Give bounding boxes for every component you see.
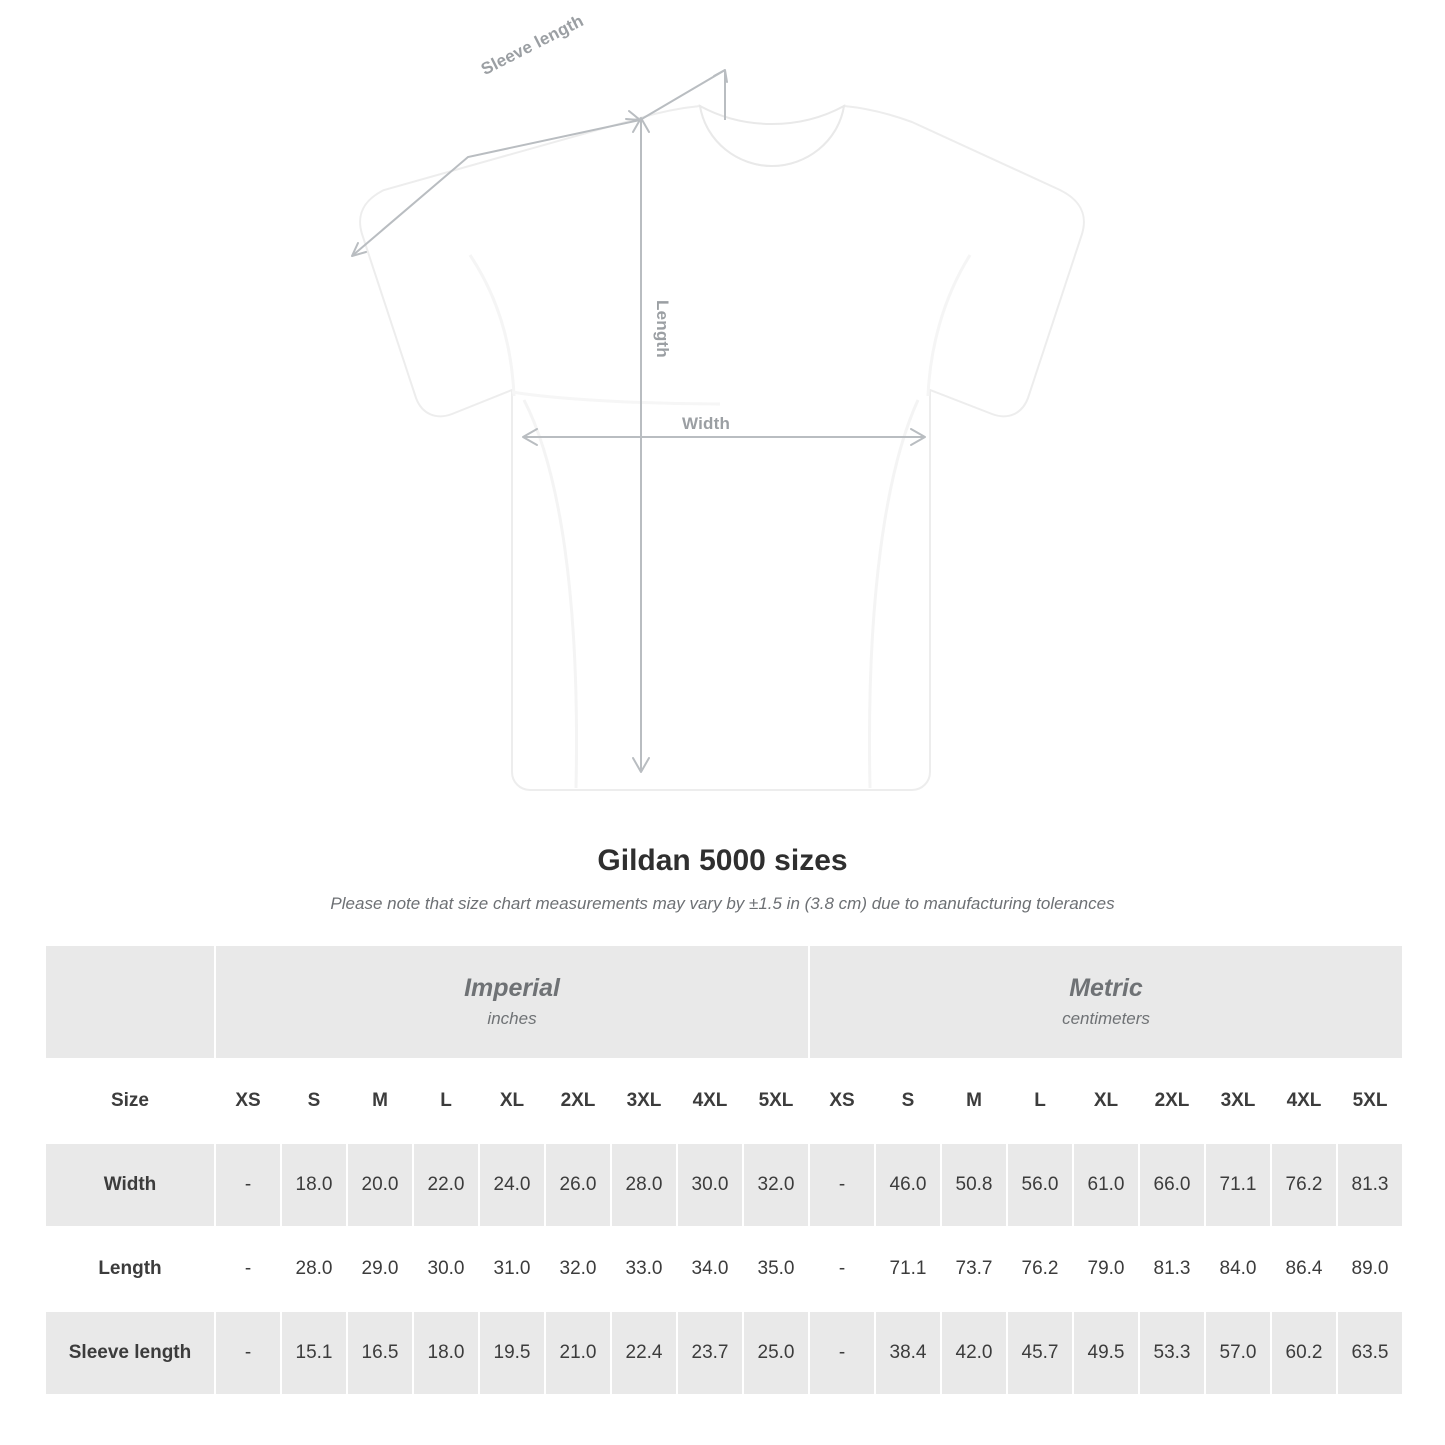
measurement-cell: 50.8 <box>941 1143 1007 1227</box>
size-header-cell: 2XL <box>1139 1059 1205 1143</box>
unit-group-header-metric <box>809 945 1403 1059</box>
measurement-cell: 71.1 <box>1205 1143 1271 1227</box>
measurement-cell: 42.0 <box>941 1311 1007 1395</box>
unit-group-subtitle: inches <box>487 1009 537 1029</box>
size-header-cell: 4XL <box>1271 1059 1337 1143</box>
size-header-cell: 5XL <box>1337 1059 1403 1143</box>
length-label: Length <box>653 300 672 358</box>
measurement-cell: 63.5 <box>1337 1311 1403 1395</box>
measurement-cell: 25.0 <box>743 1311 809 1395</box>
measurement-cell: 57.0 <box>1205 1311 1271 1395</box>
measurement-cell: 18.0 <box>281 1143 347 1227</box>
unit-group-name: Metric <box>1069 973 1143 1002</box>
measurement-cell: 60.2 <box>1271 1311 1337 1395</box>
measurement-cell: 28.0 <box>281 1227 347 1311</box>
size-header-cell: L <box>1007 1059 1073 1143</box>
unit-header-row <box>45 945 1403 1059</box>
measurement-cell: 20.0 <box>347 1143 413 1227</box>
measurement-cell: 56.0 <box>1007 1143 1073 1227</box>
tolerance-note: Please note that size chart measurements may vary by ±1.5 in (3.8 cm) due to manufacturing tolerances <box>330 894 1115 913</box>
measurement-cell: - <box>215 1143 281 1227</box>
measurement-cell: 18.0 <box>413 1311 479 1395</box>
sleeve-length-label: Sleeve length <box>478 11 587 79</box>
measurement-cell: 28.0 <box>611 1143 677 1227</box>
page-title: Gildan 5000 sizes <box>597 844 848 877</box>
size-header-cell: 5XL <box>743 1059 809 1143</box>
width-label: Width <box>682 414 731 433</box>
size-header-cell: XS <box>809 1059 875 1143</box>
measurement-cell: 66.0 <box>1139 1143 1205 1227</box>
row-label: Sleeve length <box>45 1311 215 1395</box>
measurement-cell: 31.0 <box>479 1227 545 1311</box>
size-header-cell: 4XL <box>677 1059 743 1143</box>
size-header-cell: S <box>875 1059 941 1143</box>
size-header-cell: 3XL <box>1205 1059 1271 1143</box>
size-chart-table <box>44 944 1404 1396</box>
size-chart-table-wrap <box>44 944 1401 1396</box>
size-header-cell: XL <box>479 1059 545 1143</box>
measurement-cell: 19.5 <box>479 1311 545 1395</box>
unit-group-header-imperial <box>215 945 809 1059</box>
chart-title-block <box>0 844 1445 914</box>
size-header-row <box>45 1059 1403 1143</box>
size-header-cell: L <box>413 1059 479 1143</box>
measurement-cell: 30.0 <box>413 1227 479 1311</box>
size-header-cell: XL <box>1073 1059 1139 1143</box>
table-row <box>45 1311 1403 1395</box>
measurement-cell: 49.5 <box>1073 1311 1139 1395</box>
measurement-cell: 33.0 <box>611 1227 677 1311</box>
size-header-label: Size <box>45 1059 215 1143</box>
measurement-cell: 22.0 <box>413 1143 479 1227</box>
measurement-cell: 21.0 <box>545 1311 611 1395</box>
measurement-cell: 81.3 <box>1139 1227 1205 1311</box>
size-header-cell: M <box>941 1059 1007 1143</box>
measurement-cell: 15.1 <box>281 1311 347 1395</box>
unit-group-subtitle: centimeters <box>1062 1009 1150 1029</box>
measurement-cell: - <box>809 1311 875 1395</box>
size-header-cell: XS <box>215 1059 281 1143</box>
measurement-cell: 34.0 <box>677 1227 743 1311</box>
row-label: Length <box>45 1227 215 1311</box>
measurement-cell: - <box>215 1227 281 1311</box>
measurement-cell: - <box>215 1311 281 1395</box>
table-row <box>45 1227 1403 1311</box>
measurement-cell: 76.2 <box>1271 1143 1337 1227</box>
measurement-cell: 16.5 <box>347 1311 413 1395</box>
measurement-cell: 79.0 <box>1073 1227 1139 1311</box>
unit-group-name: Imperial <box>464 973 560 1002</box>
measurement-cell: - <box>809 1143 875 1227</box>
measurement-cell: 61.0 <box>1073 1143 1139 1227</box>
measurement-cell: 45.7 <box>1007 1311 1073 1395</box>
size-header-cell: 3XL <box>611 1059 677 1143</box>
measurement-cell: 84.0 <box>1205 1227 1271 1311</box>
measurement-cell: 38.4 <box>875 1311 941 1395</box>
size-header-cell: 2XL <box>545 1059 611 1143</box>
measurement-cell: 46.0 <box>875 1143 941 1227</box>
measurement-cell: 30.0 <box>677 1143 743 1227</box>
measurement-cell: 32.0 <box>743 1143 809 1227</box>
measurement-cell: 76.2 <box>1007 1227 1073 1311</box>
measurement-cell: 24.0 <box>479 1143 545 1227</box>
measurement-cell: - <box>809 1227 875 1311</box>
size-header-cell: S <box>281 1059 347 1143</box>
tshirt-shape <box>360 106 1084 790</box>
measurement-cell: 81.3 <box>1337 1143 1403 1227</box>
size-header-cell: M <box>347 1059 413 1143</box>
row-label: Width <box>45 1143 215 1227</box>
measurement-cell: 53.3 <box>1139 1311 1205 1395</box>
measurement-cell: 73.7 <box>941 1227 1007 1311</box>
measurement-cell: 32.0 <box>545 1227 611 1311</box>
measurement-cell: 71.1 <box>875 1227 941 1311</box>
table-corner-cell <box>45 945 215 1059</box>
measurement-cell: 22.4 <box>611 1311 677 1395</box>
measurement-cell: 29.0 <box>347 1227 413 1311</box>
measurement-cell: 26.0 <box>545 1143 611 1227</box>
measurement-cell: 35.0 <box>743 1227 809 1311</box>
measurement-cell: 86.4 <box>1271 1227 1337 1311</box>
measurement-cell: 89.0 <box>1337 1227 1403 1311</box>
measurement-cell: 23.7 <box>677 1311 743 1395</box>
table-row <box>45 1143 1403 1227</box>
